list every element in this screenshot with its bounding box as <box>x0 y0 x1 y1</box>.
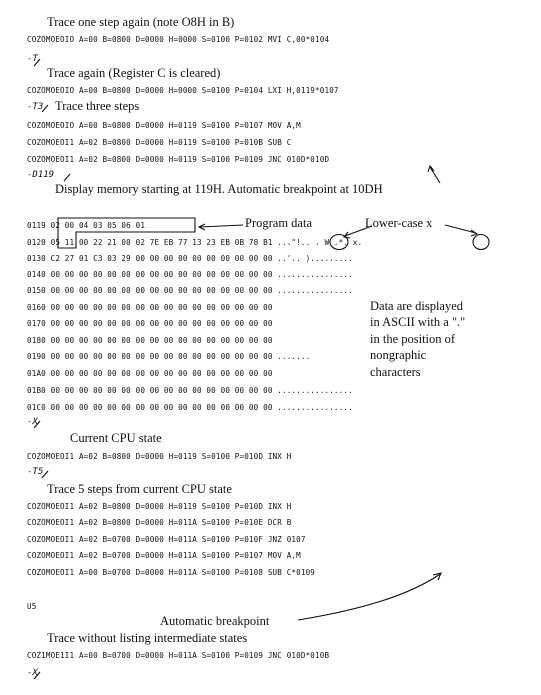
annotation-current-cpu-state: Current CPU state <box>70 431 162 445</box>
trace-line-4: COZOMOEOI1 A=02 B=0800 D=0000 H=0119 S=0100 P=010B SUB C <box>27 138 292 147</box>
arrow-lower-case-x-2 <box>445 225 476 233</box>
dump-row: 0119 02 00 04 03 05 06 01 <box>27 221 146 230</box>
circle-x <box>473 235 489 250</box>
dump-row: 0120 05 11 00 22 21 00 02 7E EB 77 13 23 EB 0B 78 B1 ..."!.. . W .*. x. <box>27 238 363 247</box>
command-trace-three: -T3 <box>27 102 44 112</box>
dump-row: 0170 00 00 00 00 00 00 00 00 00 00 00 00 00 00 00 00 <box>27 319 273 328</box>
annotation-ascii-1: Data are displayed <box>370 299 464 313</box>
dump-row: 0160 00 00 00 00 00 00 00 00 00 00 00 00 00 00 00 00 <box>27 303 273 312</box>
arrow-breakpoint-bottom <box>298 574 440 620</box>
command-untrace: U5 <box>27 602 37 611</box>
annotation-ascii-3: in the position of <box>370 332 456 346</box>
trace-line-3: COZOMOEOIO A=00 B=0800 D=0000 H=0119 S=0100 P=0107 MOV A,M <box>27 121 301 130</box>
trace-line-5: COZOMOEOI1 A=02 B=0800 D=0000 H=0119 S=0100 P=0109 JNC 010D*010D <box>27 155 330 164</box>
arrow-program-data <box>200 225 243 227</box>
dump-row: 0190 00 00 00 00 00 00 00 00 00 00 00 00 00 00 00 00 ....... <box>27 352 311 361</box>
dump-row: 01B0 00 00 00 00 00 00 00 00 00 00 00 00 00 00 00 00 ................ <box>27 386 353 395</box>
annotation-trace-again: Trace again (Register C is cleared) <box>47 66 221 80</box>
annotation-trace-five: Trace 5 steps from current CPU state <box>47 482 232 496</box>
trace-line-2: COZOMOEOIO A=00 B=0800 D=0000 H=0000 S=0100 P=0104 LXI H,0119*0107 <box>27 86 339 95</box>
command-execute-final: -X <box>27 668 38 678</box>
command-display-memory: -D119 <box>27 170 55 180</box>
trace-line-1: COZOMOEOIO A=00 B=0800 D=0000 H=0000 S=0100 P=0102 MVI C,00*0104 <box>27 35 330 44</box>
dump-row: 0130 C2 27 01 C3 03 29 00 00 00 00 00 00 00 00 00 00 ..'.. )......... <box>27 254 353 263</box>
annotation-program-data: Program data <box>245 216 312 230</box>
annotation-trace-one-step: Trace one step again (note O8H in B) <box>47 15 235 29</box>
trace5-line-4: COZOMOEOI1 A=02 B=0700 D=0000 H=011A S=0100 P=0107 MOV A,M <box>27 551 301 560</box>
command-execute: -X <box>27 417 38 427</box>
annotation-ascii-2: in ASCII with a "." <box>370 315 466 329</box>
dump-row: 0180 00 00 00 00 00 00 00 00 00 00 00 00 00 00 00 00 <box>27 336 273 345</box>
dump-row: 01C0 00 00 00 00 00 00 00 00 00 00 00 00 00 00 00 00 ................ <box>27 403 353 412</box>
trace5-line-5: COZOMOEOI1 A=00 B=0700 D=0000 H=011A S=0100 P=0108 SUB C*0109 <box>27 568 316 577</box>
dump-row: 01A0 00 00 00 00 00 00 00 00 00 00 00 00 00 00 00 00 <box>27 369 273 378</box>
annotation-ascii-5: characters <box>370 365 421 379</box>
annotation-lower-case-x: Lower-case x <box>365 216 433 230</box>
final-trace-line: COZ1MOE1I1 A=00 B=0700 D=0000 H=011A S=0100 P=0109 JNC 010D*010B <box>27 651 330 660</box>
dump-row: 0140 00 00 00 00 00 00 00 00 00 00 00 00 00 00 00 00 ................ <box>27 270 353 279</box>
annotation-automatic-breakpoint: Automatic breakpoint <box>160 614 270 628</box>
dump-row: 0150 00 00 00 00 00 00 00 00 00 00 00 00 00 00 00 00 ................ <box>27 286 353 295</box>
cpu-state-line: COZOMOEOI1 A=02 B=0800 D=0000 H=0119 S=0100 P=010D INX H <box>27 452 292 461</box>
trace5-line-1: COZOMOEOI1 A=02 B=0800 D=0000 H=0119 S=0100 P=010D INX H <box>27 502 292 511</box>
trace5-line-3: COZOMOEOI1 A=02 B=0700 D=0000 H=011A S=0100 P=010F JNZ 0107 <box>27 535 306 544</box>
trace5-line-2: COZOMOEOI1 A=02 B=0800 D=0000 H=011A S=0100 P=010E DCR B <box>27 518 292 527</box>
annotation-trace-no-listing: Trace without listing intermediate states <box>47 631 248 645</box>
annotation-display-memory: Display memory starting at 119H. Automatic breakpoint at 10DH <box>55 182 383 196</box>
command-trace-five: -T5 <box>27 467 44 477</box>
annotation-ascii-4: nongraphic <box>370 348 427 362</box>
command-trace: -T <box>27 54 38 64</box>
arrow-breakpoint-top <box>430 167 440 183</box>
annotation-trace-three: Trace three steps <box>55 99 140 113</box>
